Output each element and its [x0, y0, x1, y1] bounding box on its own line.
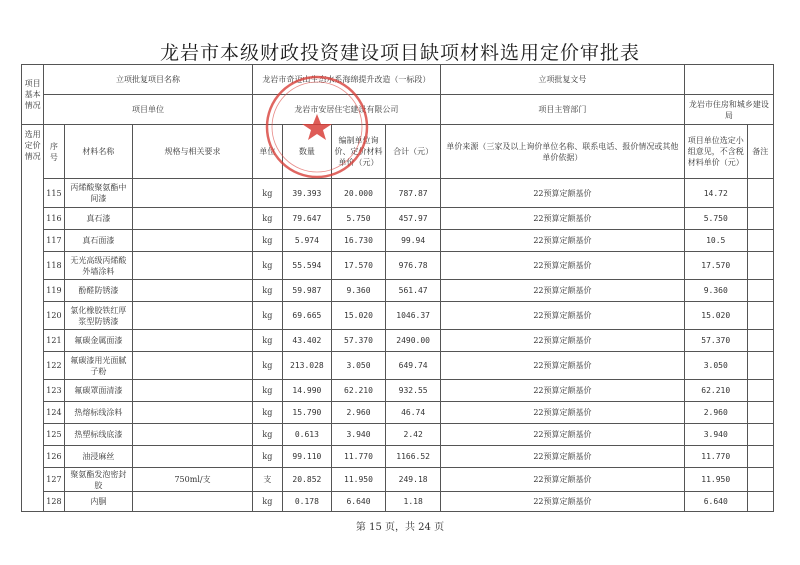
basic-section-label: 项目基本情况 — [22, 65, 44, 125]
row-price: 15.020 — [331, 302, 386, 330]
row-price: 11.770 — [331, 446, 386, 468]
row-spec — [133, 330, 252, 352]
row-qty: 55.594 — [283, 252, 332, 280]
row-basis: 22预算定额基价 — [440, 380, 684, 402]
project-unit-value: 龙岩市安居住宅建设有限公司 — [252, 95, 440, 125]
row-seq: 119 — [44, 280, 64, 302]
approval-no-value — [684, 65, 773, 95]
row-basis: 22预算定额基价 — [440, 424, 684, 446]
row-remark — [747, 330, 773, 352]
row-unit: kg — [252, 230, 282, 252]
row-basis: 22预算定额基价 — [440, 402, 684, 424]
header-spec: 规格与相关要求 — [133, 125, 252, 179]
row-total: 932.55 — [386, 380, 441, 402]
row-total: 2490.00 — [386, 330, 441, 352]
row-unit: kg — [252, 252, 282, 280]
row-price: 62.210 — [331, 380, 386, 402]
row-remark — [747, 179, 773, 208]
row-spec — [133, 179, 252, 208]
row-unit: kg — [252, 179, 282, 208]
row-spec — [133, 208, 252, 230]
row-unit: kg — [252, 492, 282, 512]
row-total: 1046.37 — [386, 302, 441, 330]
table-row — [22, 402, 774, 424]
row-total: 2.42 — [386, 424, 441, 446]
row-basis: 22预算定额基价 — [440, 446, 684, 468]
row-opinion: 62.210 — [684, 380, 747, 402]
row-spec — [133, 302, 252, 330]
row-total: 787.87 — [386, 179, 441, 208]
row-spec — [133, 280, 252, 302]
row-remark — [747, 402, 773, 424]
header-qty: 数量 — [283, 125, 332, 179]
table-row — [22, 230, 774, 252]
row-basis: 22预算定额基价 — [440, 352, 684, 380]
row-basis: 22预算定额基价 — [440, 330, 684, 352]
header-material: 材料名称 — [64, 125, 133, 179]
row-seq: 128 — [44, 492, 64, 512]
row-remark — [747, 424, 773, 446]
row-seq: 116 — [44, 208, 64, 230]
row-remark — [747, 280, 773, 302]
row-remark — [747, 230, 773, 252]
page-title: 龙岩市本级财政投资建设项目缺项材料选用定价审批表 — [159, 42, 640, 64]
row-opinion: 2.960 — [684, 402, 747, 424]
row-basis: 22预算定额基价 — [440, 280, 684, 302]
row-total: 976.78 — [386, 252, 441, 280]
row-spec — [133, 230, 252, 252]
header-basis: 单价来源（三家及以上询价单位名称、联系电话、报价情况或其他单价依据） — [440, 125, 684, 179]
row-seq: 115 — [44, 179, 64, 208]
row-qty: 213.028 — [283, 352, 332, 380]
row-seq: 127 — [44, 468, 64, 492]
row-seq: 117 — [44, 230, 64, 252]
row-remark — [747, 208, 773, 230]
pricing-section-label: 选用定价情况 — [22, 125, 44, 512]
row-seq: 120 — [44, 302, 64, 330]
table-row — [22, 424, 774, 446]
row-opinion: 6.640 — [684, 492, 747, 512]
header-seq: 序号 — [44, 125, 64, 179]
table-row — [22, 330, 774, 352]
header-total: 合计（元） — [386, 125, 441, 179]
row-material: 丙烯酸聚氨酯中间漆 — [64, 179, 133, 208]
row-material: 内胴 — [64, 492, 133, 512]
approval-table — [21, 64, 774, 512]
row-remark — [747, 468, 773, 492]
row-seq: 123 — [44, 380, 64, 402]
row-unit: kg — [252, 330, 282, 352]
row-material: 氟碳罩面清漆 — [64, 380, 133, 402]
row-total: 561.47 — [386, 280, 441, 302]
row-opinion: 10.5 — [684, 230, 747, 252]
row-remark — [747, 446, 773, 468]
row-basis: 22预算定额基价 — [440, 492, 684, 512]
row-unit: kg — [252, 280, 282, 302]
header-opinion: 项目单位选定小组意见，不含税材料单价（元） — [684, 125, 747, 179]
row-spec — [133, 380, 252, 402]
row-price: 9.360 — [331, 280, 386, 302]
row-total: 46.74 — [386, 402, 441, 424]
row-total: 457.97 — [386, 208, 441, 230]
row-material: 酚醛防锈漆 — [64, 280, 133, 302]
row-price: 2.960 — [331, 402, 386, 424]
row-seq: 118 — [44, 252, 64, 280]
table-row — [22, 446, 774, 468]
header-unit: 单位 — [252, 125, 282, 179]
row-unit: kg — [252, 402, 282, 424]
table-row — [22, 252, 774, 280]
row-total: 99.94 — [386, 230, 441, 252]
row-unit: kg — [252, 424, 282, 446]
row-opinion: 3.050 — [684, 352, 747, 380]
row-material: 真石面漆 — [64, 230, 133, 252]
row-spec: 750ml/支 — [133, 468, 252, 492]
table-row — [22, 179, 774, 208]
row-qty: 20.852 — [283, 468, 332, 492]
row-qty: 99.110 — [283, 446, 332, 468]
table-row — [22, 208, 774, 230]
row-seq: 122 — [44, 352, 64, 380]
row-total: 1.18 — [386, 492, 441, 512]
row-spec — [133, 424, 252, 446]
row-qty: 39.393 — [283, 179, 332, 208]
row-opinion: 11.770 — [684, 446, 747, 468]
row-qty: 79.647 — [283, 208, 332, 230]
row-qty: 69.665 — [283, 302, 332, 330]
row-price: 20.000 — [331, 179, 386, 208]
row-opinion: 17.570 — [684, 252, 747, 280]
header-price: 编制单位询价、定价材料单价（元） — [331, 125, 386, 179]
row-price: 3.050 — [331, 352, 386, 380]
row-remark — [747, 492, 773, 512]
row-opinion: 5.750 — [684, 208, 747, 230]
row-unit: 支 — [252, 468, 282, 492]
table-row — [22, 380, 774, 402]
row-opinion: 3.940 — [684, 424, 747, 446]
row-price: 11.950 — [331, 468, 386, 492]
row-material: 油浸麻丝 — [64, 446, 133, 468]
row-opinion: 11.950 — [684, 468, 747, 492]
row-total: 249.18 — [386, 468, 441, 492]
row-spec — [133, 402, 252, 424]
row-opinion: 15.020 — [684, 302, 747, 330]
header-remark: 备注 — [747, 125, 773, 179]
row-qty: 0.613 — [283, 424, 332, 446]
row-material: 聚氨酯发泡密封胶 — [64, 468, 133, 492]
row-opinion: 9.360 — [684, 280, 747, 302]
row-qty: 14.990 — [283, 380, 332, 402]
row-material: 热塑标线底漆 — [64, 424, 133, 446]
dept-value: 龙岩市住房和城乡建设局 — [684, 95, 773, 125]
row-spec — [133, 446, 252, 468]
approval-no-label: 立项批复文号 — [440, 65, 684, 95]
row-material: 无光高级丙烯酸外墙涂料 — [64, 252, 133, 280]
row-seq: 125 — [44, 424, 64, 446]
project-unit-label: 项目单位 — [44, 95, 252, 125]
row-seq: 126 — [44, 446, 64, 468]
row-basis: 22预算定额基价 — [440, 208, 684, 230]
table-row — [22, 352, 774, 380]
dept-label: 项目主管部门 — [440, 95, 684, 125]
row-price: 17.570 — [331, 252, 386, 280]
row-qty: 5.974 — [283, 230, 332, 252]
table-row — [22, 302, 774, 330]
row-basis: 22预算定额基价 — [440, 468, 684, 492]
row-unit: kg — [252, 446, 282, 468]
row-price: 5.750 — [331, 208, 386, 230]
row-spec — [133, 492, 252, 512]
page-footer: 第 15 页，共 24 页 — [355, 522, 445, 533]
row-basis: 22预算定额基价 — [440, 230, 684, 252]
row-unit: kg — [252, 208, 282, 230]
row-material: 真石漆 — [64, 208, 133, 230]
row-qty: 43.402 — [283, 330, 332, 352]
project-name-label: 立项批复项目名称 — [44, 65, 252, 95]
row-remark — [747, 352, 773, 380]
row-remark — [747, 380, 773, 402]
row-qty: 15.790 — [283, 402, 332, 424]
row-price: 16.730 — [331, 230, 386, 252]
table-row — [22, 468, 774, 492]
row-seq: 124 — [44, 402, 64, 424]
row-basis: 22预算定额基价 — [440, 179, 684, 208]
row-seq: 121 — [44, 330, 64, 352]
row-spec — [133, 252, 252, 280]
row-qty: 0.178 — [283, 492, 332, 512]
row-material: 热熔标线涂料 — [64, 402, 133, 424]
row-unit: kg — [252, 380, 282, 402]
row-price: 57.370 — [331, 330, 386, 352]
row-opinion: 57.370 — [684, 330, 747, 352]
row-basis: 22预算定额基价 — [440, 252, 684, 280]
row-total: 1166.52 — [386, 446, 441, 468]
project-name-value: 龙岩市奇迈山生态水系海绵提升改造（一标段） — [252, 65, 440, 95]
row-material: 氟碳金属面漆 — [64, 330, 133, 352]
row-price: 3.940 — [331, 424, 386, 446]
row-price: 6.640 — [331, 492, 386, 512]
row-unit: kg — [252, 352, 282, 380]
table-row — [22, 492, 774, 512]
row-opinion: 14.72 — [684, 179, 747, 208]
row-material: 氯化橡胶铁红厚浆型防锈漆 — [64, 302, 133, 330]
row-qty: 59.987 — [283, 280, 332, 302]
row-total: 649.74 — [386, 352, 441, 380]
row-basis: 22预算定额基价 — [440, 302, 684, 330]
row-unit: kg — [252, 302, 282, 330]
row-remark — [747, 252, 773, 280]
row-spec — [133, 352, 252, 380]
row-material: 氟碳漆用光面腻子粉 — [64, 352, 133, 380]
row-remark — [747, 302, 773, 330]
table-row — [22, 280, 774, 302]
